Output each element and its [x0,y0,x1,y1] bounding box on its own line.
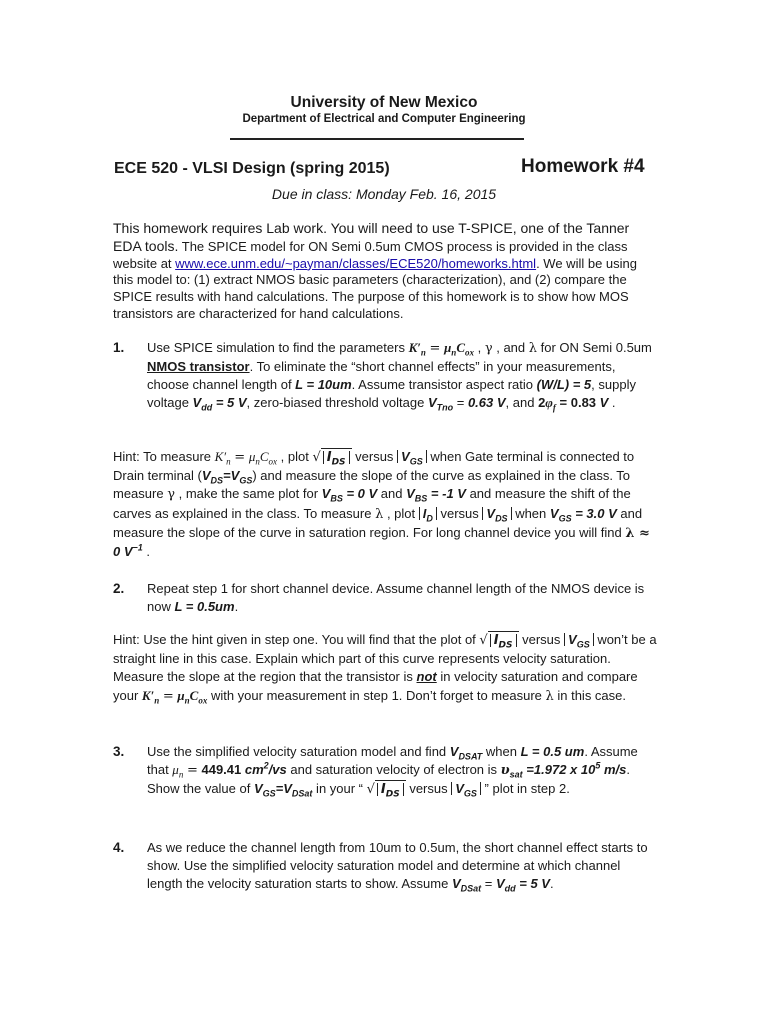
hint-1: Hint: To measure $K'_n = \mu_nC_{ox}$ , plot √ $I_{DS}$ versus $V_{GS}$ when Gate terminal is connected to Drain terminal $(V_{DS}=V_{GS})$ and measure the slope of the curve as explained in the class. To measure γ , make the same plot for $V_{BS} = 0$ V and $V_{BS} = -1$ V and measure the shift of the carves as explained in the class. To measure λ , plot $I_D$ versus $V_{DS}$ when $V_{GS} = 3.0$ V and measure the slope of the curve in saturation region. For long channel device you will find λ ≈ 0 $V^{-1}$ . [113,449,650,560]
item-4-text: As we reduce the channel length from 10um to 0.5um, the short channel effect starts to show. Use the simplified velocity saturation model and determine at which channel length the velocity saturation starts to show. Assume $V_{DSat} = V_{dd} = 5$ V. [147,840,648,894]
item-1 [113,339,658,412]
homework-title: Homework #4 [521,156,645,177]
item-3-text: Use the simplified velocity saturation model and find $V_{DSAT}$ when L = 0.5 um. Assume that $\mu_n = 449.41$ $cm^2/vs$ and saturation velocity of electron is $\upsilon_{sat} =1.972$ x $10^5$ m/s. Show the value of $V_{GS}=V_{DSat}$ in your “ √ $I_{DS}$ versus $V_{GS}$ ” plot in step 2. [147,744,638,800]
department-name: Department of Electrical and Computer Engineering [242,113,526,125]
item-1-number: 1. [113,340,125,355]
intro-lab-text: This homework requires Lab work. You will need to use T-SPICE, one of the Tanner EDA tools. [113,220,630,254]
university-name: University of New Mexico [290,94,478,111]
intro-purpose-text: . We will be using this model to: (1) extract NMOS basic parameters (characterization), and (2) compare the SPICE results with hand calculations. The purpose of this homework is to show how MOS transistors are characterized for hand calculations. [113,255,637,321]
item-2-text: Repeat step 1 for short channel device. Assume channel length of the NMOS device is now L = 0.5um. [147,581,645,614]
homework-link[interactable]: www.ece.unm.edu/~payman/classes/ECE520/homeworks.html [175,255,537,271]
item-2 [113,580,658,616]
due-date: Due in class: Monday Feb. 16, 2015 [271,186,497,202]
item-3-number: 3. [113,744,125,759]
hint-2: Hint: Use the hint given in step one. You will find that the plot of √ $I_{DS}$ versus $V_{GS}$ won’t be a straight line in this case. Explain which part of this curve represents velocity saturation. Measure the slope at the region that the transistor is not in velocity saturation and compare your $K'_n = \mu_nC_{ox}$ with your measurement in step 1. Don’t forget to measure λ in this case. [113,632,657,706]
item-3 [113,743,658,799]
item-4-number: 4. [113,840,125,855]
header-divider [230,138,524,140]
item-4 [113,839,658,893]
item-2-number: 2. [113,581,125,596]
item-1-text: Use SPICE simulation to find the parameters $K'_n = \mu_nC_{ox}$ , γ , and λ for ON Semi 0.5um NMOS transistor. To eliminate the “short channel effects” in your measurements, choose channel length of L = 10um. Assume transistor aspect ratio (W/L) = 5, supply voltage $V_{dd} = 5$ V, zero-biased threshold voltage $V_{Tno} = 0.63$ V, and $2\varphi_f = 0.83$ V . [147,340,652,413]
intro-paragraph [113,220,653,323]
course-title: ECE 520 - VLSI Design (spring 2015) [114,160,390,177]
intro-model-text: The SPICE model for ON Semi 0.5um CMOS process is provided in the class website at [113,238,628,271]
